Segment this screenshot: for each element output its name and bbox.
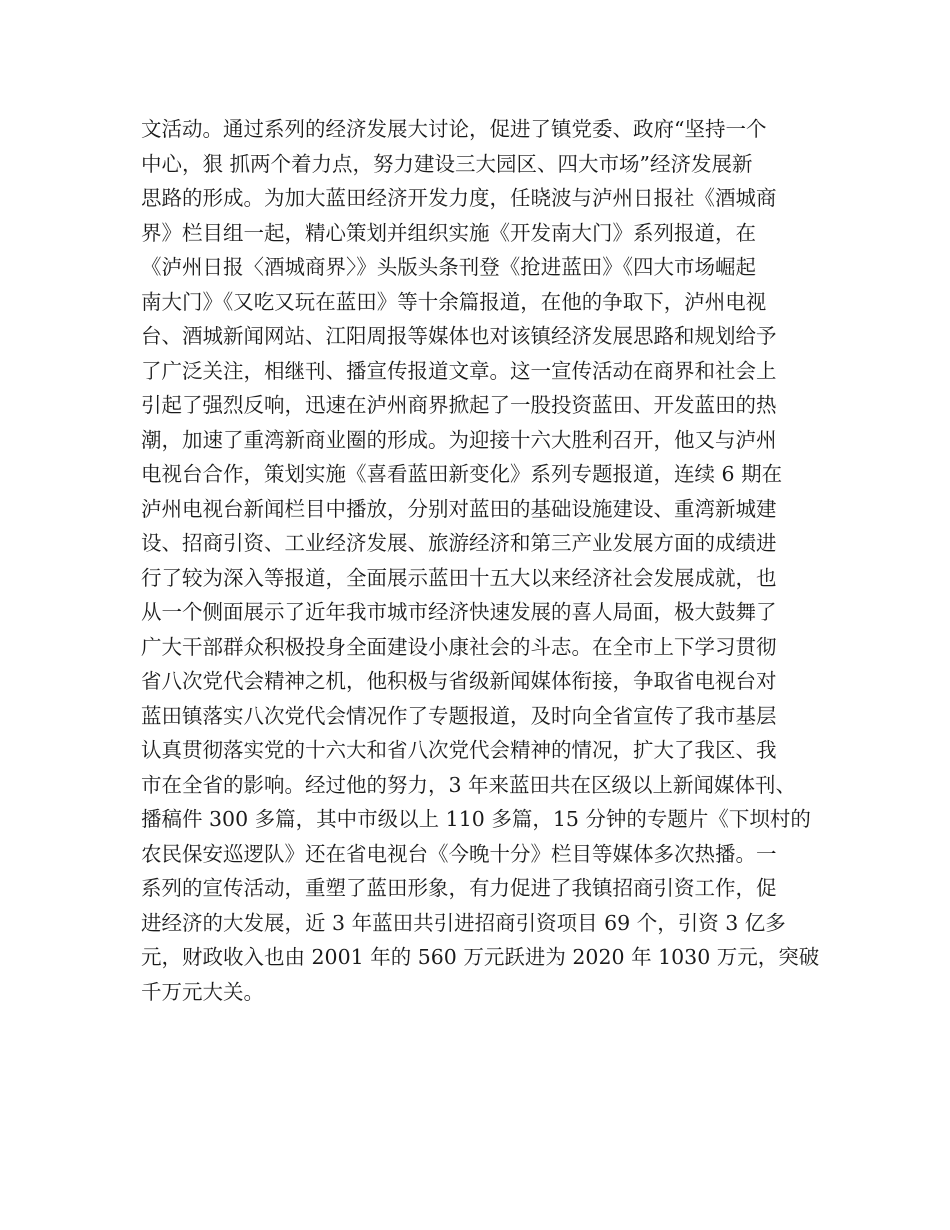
text-line: 元，财政收入也由 2001 年的 560 万元跃进为 2020 年 1030 万元，突破 bbox=[141, 945, 820, 969]
text-line: 省八次党代会精神之机，他积极与省级新闻媒体衔接，争取省电视台对 bbox=[141, 669, 777, 693]
text-line: 台、酒城新闻网站、江阳周报等媒体也对该镇经济发展思路和规划给予 bbox=[141, 324, 777, 348]
text-line: 进经济的大发展，近 3 年蓝田共引进招商引资项目 69 个，引资 3 亿多 bbox=[141, 910, 786, 935]
text-line: 《泸州日报〈酒城商界〉》头版头条刊登《抢进蓝田》《四大市场崛起 bbox=[141, 255, 756, 279]
text-line: 文活动。通过系列的经济发展大讨论，促进了镇党委、政府“坚持一个 bbox=[141, 117, 767, 141]
text-line: 行了较为深入等报道，全面展示蓝田十五大以来经济社会发展成就，也 bbox=[141, 565, 777, 590]
text-line: 界》栏目组一起，精心策划并组织实施《开发南大门》系列报道，在 bbox=[141, 220, 756, 245]
text-line: 千万元大关。 bbox=[141, 979, 264, 1004]
text-line: 农民保安巡逻队》还在省电视台《今晚十分》栏目等媒体多次热播。一 bbox=[141, 841, 777, 866]
text-line: 思路的形成。为加大蓝田经济开发力度，任晓波与泸州日报社《酒城商 bbox=[141, 186, 777, 210]
text-line: 设、招商引资、工业经济发展、旅游经济和第三产业发展方面的成绩进 bbox=[141, 531, 777, 555]
text-line: 泸州电视台新闻栏目中播放，分别对蓝田的基础设施建设、重湾新城建 bbox=[141, 496, 777, 521]
text-line: 中心，狠 抓两个着力点，努力建设三大园区、四大市场”经济发展新 bbox=[141, 151, 753, 176]
text-line: 蓝田镇落实八次党代会情况作了专题报道，及时向全省宣传了我市基层 bbox=[141, 703, 777, 728]
text-line: 引起了强烈反响，迅速在泸州商界掀起了一股投资蓝田、开发蓝田的热 bbox=[141, 393, 777, 417]
text-line: 播稿件 300 多篇，其中市级以上 110 多篇，15 分钟的专题片《下坝村的 bbox=[141, 807, 811, 831]
text-line: 了广泛关注，相继刊、播宣传报道文章。这一宣传活动在商界和社会上 bbox=[141, 358, 777, 383]
text-line: 电视台合作，策划实施《喜看蓝田新变化》系列专题报道，连续 6 期在 bbox=[141, 462, 783, 486]
text-line: 市在全省的影响。经过他的努力，3 年来蓝田共在区级以上新闻媒体刊、 bbox=[141, 772, 797, 797]
body-paragraph bbox=[141, 112, 821, 1009]
text-line: 从一个侧面展示了近年我市城市经济快速发展的喜人局面，极大鼓舞了 bbox=[141, 600, 777, 624]
text-line: 认真贯彻落实党的十六大和省八次党代会精神的情况，扩大了我区、我 bbox=[141, 738, 777, 762]
text-line: 南大门》《又吃又玩在蓝田》等十余篇报道，在他的争取下，泸州电视 bbox=[141, 289, 767, 314]
text-line: 广大干部群众积极投身全面建设小康社会的斗志。在全市上下学习贯彻 bbox=[141, 634, 777, 659]
text-line: 系列的宣传活动，重塑了蓝田形象，有力促进了我镇招商引资工作，促 bbox=[141, 876, 777, 900]
text-line: 潮，加速了重湾新商业圈的形成。为迎接十六大胜利召开，他又与泸州 bbox=[141, 427, 777, 452]
